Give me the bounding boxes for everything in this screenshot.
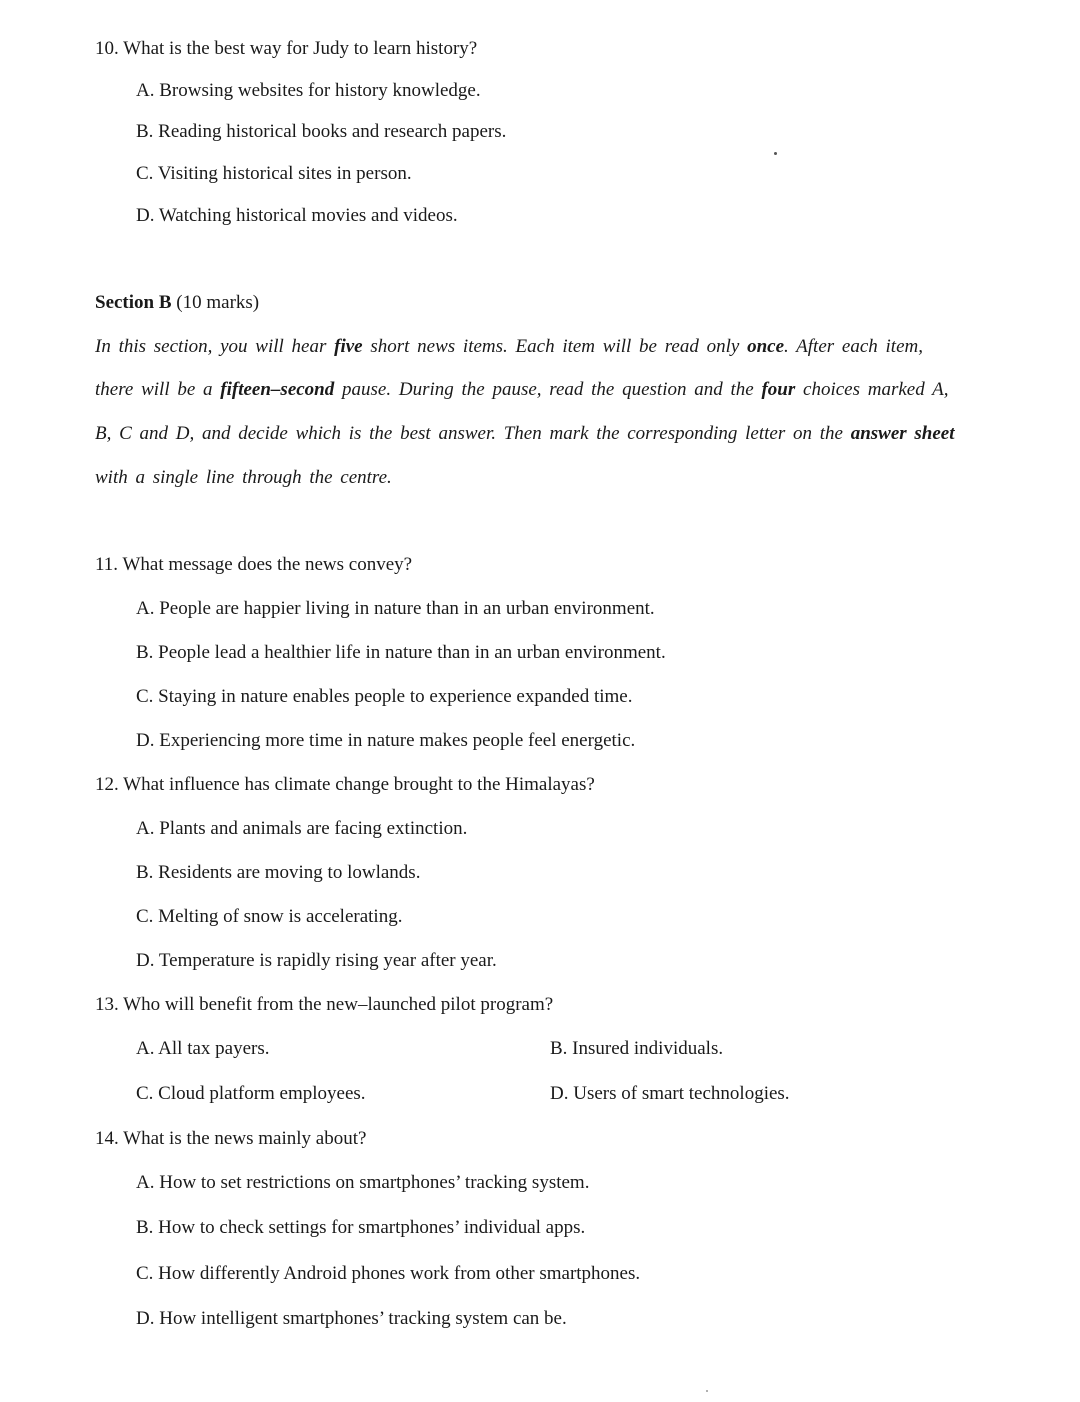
instr-emphasis: fifteen–second <box>220 379 335 400</box>
q14-option-c: C. How differently Android phones work from other smartphones. <box>136 1263 641 1284</box>
q11-option-c: C. Staying in nature enables people to experience expanded time. <box>136 686 633 707</box>
instr-text: . After each item, <box>784 336 923 357</box>
q10-option-c: C. Visiting historical sites in person. <box>136 163 412 184</box>
q10-option-b: B. Reading historical books and research papers. <box>136 121 507 142</box>
instr-text: pause. During the pause, read the question and the <box>334 379 762 400</box>
q12-option-a: A. Plants and animals are facing extinction. <box>136 818 468 839</box>
q14-option-a: A. How to set restrictions on smartphones’ tracking system. <box>136 1172 590 1193</box>
scan-speck <box>774 152 777 155</box>
q12-option-b: B. Residents are moving to lowlands. <box>136 862 421 883</box>
instructions-line-3 <box>95 422 955 446</box>
q14-option-d: D. How intelligent smartphones’ tracking system can be. <box>136 1308 567 1329</box>
q12-option-d: D. Temperature is rapidly rising year after year. <box>136 950 497 971</box>
question-10: 10. What is the best way for Judy to learn history? <box>95 38 478 59</box>
q10-option-d: D. Watching historical movies and videos. <box>136 205 458 226</box>
instr-emphasis: once <box>747 336 784 357</box>
q11-option-d: D. Experiencing more time in nature makes people feel energetic. <box>136 730 636 751</box>
scan-speck <box>706 1390 708 1392</box>
question-14: 14. What is the news mainly about? <box>95 1128 367 1149</box>
q13-option-b: B. Insured individuals. <box>550 1038 724 1059</box>
section-b-marks: (10 marks) <box>171 292 260 313</box>
instructions-line-4: with a single line through the centre. <box>95 467 392 488</box>
q13-option-c: C. Cloud platform employees. <box>136 1083 366 1104</box>
section-b-title: Section B <box>95 292 172 313</box>
question-13: 13. Who will benefit from the new–launched pilot program? <box>95 994 554 1015</box>
instr-text: In this section, you will hear <box>95 336 335 357</box>
q13-option-a: A. All tax payers. <box>136 1038 270 1059</box>
question-12: 12. What influence has climate change brought to the Himalayas? <box>95 774 595 795</box>
question-11: 11. What message does the news convey? <box>95 554 413 575</box>
instructions-line-2 <box>95 378 948 402</box>
q14-option-b: B. How to check settings for smartphones’ individual apps. <box>136 1217 586 1238</box>
instr-emphasis: five <box>334 336 363 357</box>
q12-option-c: C. Melting of snow is accelerating. <box>136 906 403 927</box>
q10-option-a: A. Browsing websites for history knowledge. <box>136 80 481 101</box>
q11-option-a: A. People are happier living in nature than in an urban environment. <box>136 598 655 619</box>
instr-emphasis: answer sheet <box>850 423 955 444</box>
q13-option-d: D. Users of smart technologies. <box>550 1083 790 1104</box>
instr-text: short news items. Each item will be read only <box>362 336 748 357</box>
instr-text: B, C and D, and decide which is the best answer. Then mark the corresponding letter on the <box>95 423 851 444</box>
instr-text: there will be a <box>95 379 221 400</box>
section-b-heading <box>95 291 259 315</box>
q11-option-b: B. People lead a healthier life in nature than in an urban environment. <box>136 642 666 663</box>
instr-emphasis: four <box>761 379 796 400</box>
instructions-line-1 <box>95 335 923 359</box>
instr-text: choices marked A, <box>795 379 949 400</box>
